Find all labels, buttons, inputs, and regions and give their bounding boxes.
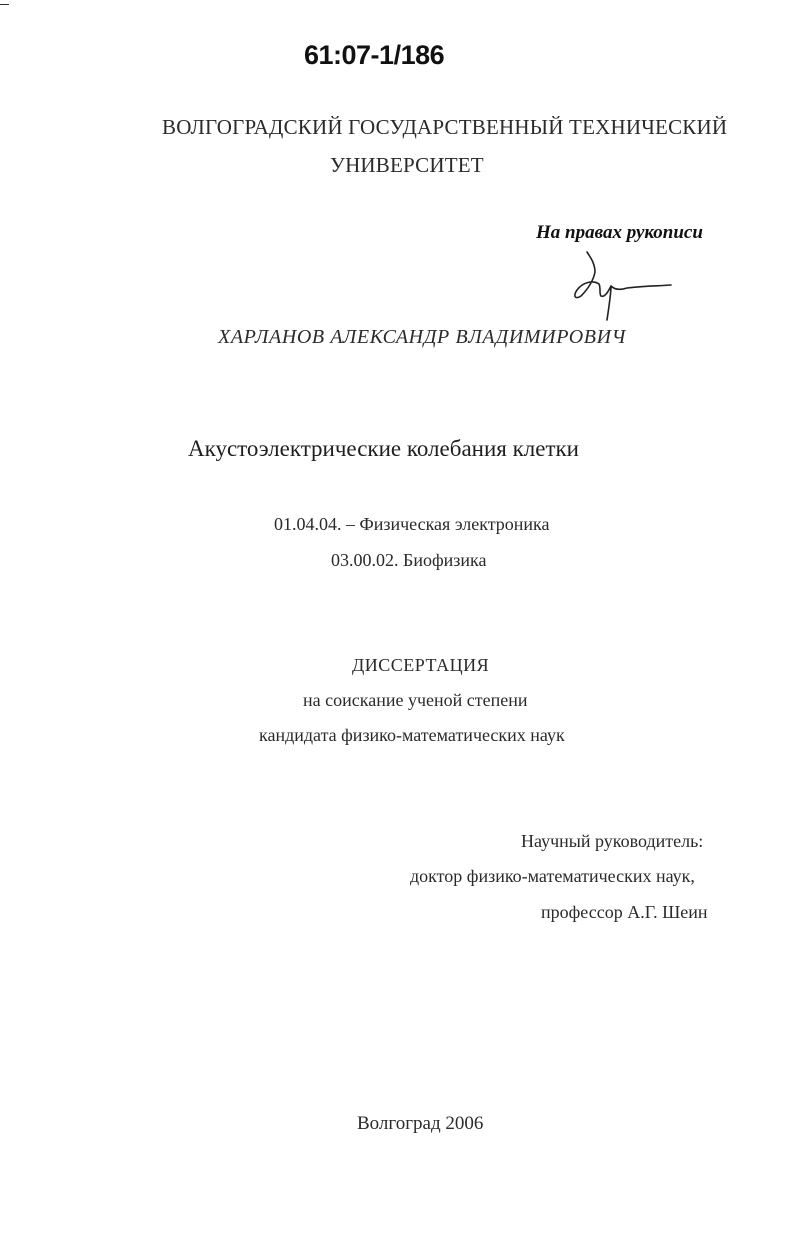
specialty-line: 01.04.04. – Физическая электроника (274, 514, 550, 534)
specialty-line: 03.00.02. Биофизика (331, 550, 487, 570)
advisor-name: профессор А.Г. Шеин (541, 902, 708, 922)
handwritten-signature (565, 250, 677, 324)
corner-mark (0, 4, 9, 5)
work-type: ДИССЕРТАЦИЯ (352, 655, 490, 675)
degree-line: на соискание ученой степени (303, 690, 528, 710)
degree-line: кандидата физико-математических наук (259, 725, 565, 745)
university-name-line2: УНИВЕРСИТЕТ (330, 153, 484, 177)
dissertation-title: Акустоэлектрические колебания клетки (188, 436, 579, 461)
advisor-degree: доктор физико-математических наук, (410, 866, 695, 886)
manuscript-rights-note: На правах рукописи (536, 222, 703, 243)
author-name: ХАРЛАНОВ АЛЕКСАНДР ВЛАДИМИРОВИЧ (218, 326, 627, 348)
city-year: Волгоград 2006 (357, 1113, 484, 1134)
registry-code: 61:07-1/186 (304, 40, 445, 70)
university-name-line1: ВОЛГОГРАДСКИЙ ГОСУДАРСТВЕННЫЙ ТЕХНИЧЕСКИЙ (162, 115, 728, 139)
advisor-label: Научный руководитель: (521, 831, 704, 851)
